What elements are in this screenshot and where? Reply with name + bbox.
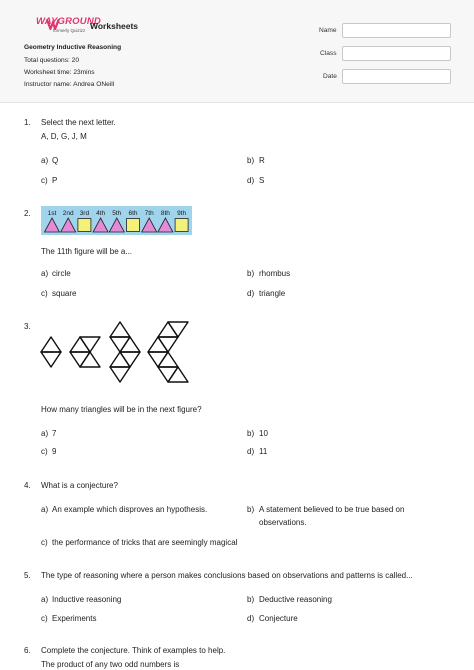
option-letter: c) [41,176,48,185]
date-label: Date [323,73,337,80]
square-icon [78,219,91,232]
question-number: 2. [24,209,31,218]
triangle-pattern-figure [38,319,196,395]
question-number: 4. [24,481,31,490]
option-b[interactable]: A statement believed to be true based on [259,505,405,514]
option-a[interactable]: 7 [52,429,57,438]
option-d[interactable]: 11 [259,447,268,456]
logo-subtext: formerly Quizizz [53,28,86,33]
sequence-label: 7th [144,210,154,217]
instructor-name: Instructor name: Andrea ONeill [24,81,115,88]
option-c[interactable]: Experiments [52,614,97,623]
question-number: 6. [24,646,31,655]
question-text-line2: The product of any two odd numbers is [41,660,180,669]
question-text: Select the next letter. [41,118,116,127]
square-icon [127,219,140,232]
question-text: Complete the conjecture. Think of examples to help. [41,646,226,655]
option-c[interactable]: 9 [52,447,57,456]
sequence-label: 6th [128,210,138,217]
sequence-label: 3rd [79,210,90,217]
sequence-label: 9th [177,210,187,217]
question-number: 3. [24,322,31,331]
date-field[interactable] [342,69,451,84]
option-a[interactable]: Inductive reasoning [52,595,122,604]
option-letter: b) [247,156,255,165]
option-b[interactable]: R [259,156,265,165]
worksheet-title: Geometry Inductive Reasoning [24,44,122,51]
question-text: What is a conjecture? [41,481,118,490]
total-questions: Total questions: 20 [24,57,79,64]
option-letter: d) [247,176,255,185]
option-letter: b) [247,505,255,514]
option-d[interactable]: S [259,176,265,185]
option-b[interactable]: rhombus [259,269,291,278]
option-c[interactable]: the performance of tricks that are seemingly magical [52,538,238,547]
sequence-label: 5th [112,210,122,217]
option-letter: d) [247,447,255,456]
worksheet-header [0,0,474,103]
sequence-label: 8th [160,210,170,217]
option-letter: b) [247,429,255,438]
class-label: Class [320,50,337,57]
option-letter: c) [41,289,48,298]
question-number: 5. [24,571,31,580]
option-d[interactable]: triangle [259,289,286,298]
option-letter: c) [41,538,48,547]
name-field[interactable] [342,23,451,38]
option-letter: a) [41,505,49,514]
brand-title: Worksheets [90,21,139,31]
question-text-line2: A, D, G, J, M [41,132,87,141]
sequence-label: 1st [47,210,57,217]
option-letter: d) [247,614,255,623]
name-label: Name [319,27,337,34]
option-c[interactable]: P [52,176,58,185]
option-b[interactable]: 10 [259,429,268,438]
option-d[interactable]: Conjecture [259,614,298,623]
logo-text: WAYGROUND [36,16,101,27]
question-text: The type of reasoning where a person makes conclusions based on observations and patterns is called... [41,571,413,580]
option-a[interactable]: An example which disproves an hypothesis. [52,505,208,514]
option-letter: b) [247,269,255,278]
option-letter: a) [41,595,49,604]
option-b[interactable]: Deductive reasoning [259,595,332,604]
sequence-label: 2nd [62,210,74,217]
option-b-line2[interactable]: observations. [259,518,307,527]
option-a[interactable]: circle [52,269,71,278]
option-letter: a) [41,269,49,278]
question-number: 1. [24,118,31,127]
option-letter: d) [247,289,255,298]
worksheet-time: Worksheet time: 23mins [24,69,95,76]
sequence-label: 4th [96,210,106,217]
class-field[interactable] [342,46,451,61]
option-letter: c) [41,447,48,456]
question-text: The 11th figure will be a... [41,247,133,256]
square-icon [175,219,188,232]
option-letter: a) [41,429,49,438]
question-text: How many triangles will be in the next figure? [41,405,202,414]
shape-sequence-figure [41,206,192,235]
option-letter: b) [247,595,255,604]
option-c[interactable]: square [52,289,77,298]
option-a[interactable]: Q [52,156,59,165]
option-letter: a) [41,156,49,165]
option-letter: c) [41,614,48,623]
